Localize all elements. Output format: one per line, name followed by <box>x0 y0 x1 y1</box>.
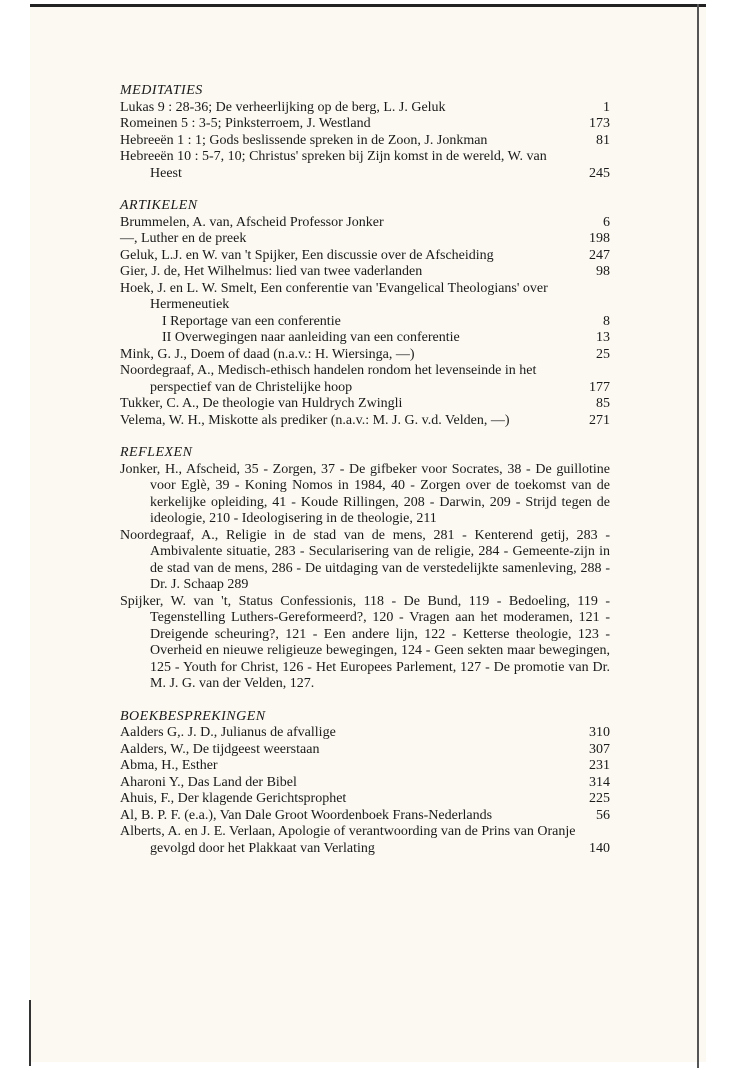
entry-page: 6 <box>603 214 610 230</box>
entry-page: 225 <box>589 791 610 806</box>
section-boekbesprekingen <box>120 709 610 858</box>
entry-text: Geluk, L.J. en W. van 't Spijker, Een discussie over de Afscheiding <box>120 247 494 263</box>
entry-text: Hebreeën 10 : 5-7, 10; Christus' spreken bij Zijn komst in de wereld, W. van Heest <box>120 149 547 181</box>
index-entry <box>120 347 610 364</box>
entry-text: Ahuis, F., Der klagende Gerichtsprophet <box>120 791 347 806</box>
entry-page: 98 <box>596 264 610 279</box>
page-top-edge <box>30 4 706 7</box>
entry-text: —, Luther en de preek <box>120 231 247 246</box>
entry-text: Hoek, J. en L. W. Smelt, Een conferentie van 'Evangelical Theologians' over Hermeneutiek <box>120 280 548 312</box>
entry-page: 8 <box>603 313 610 329</box>
index-entry <box>120 248 610 265</box>
entry-text: Hebreeën 1 : 1; Gods beslissende spreken in de Zoon, J. Jonkman <box>120 132 488 148</box>
entry-page: 13 <box>596 330 610 345</box>
index-subentry <box>120 330 610 347</box>
index-entry <box>120 742 610 759</box>
index-entry <box>120 775 610 792</box>
section-heading: BOEKBESPREKINGEN <box>120 708 266 724</box>
entry-text: Velema, W. H., Miskotte als prediker (n.a.v.: M. J. G. v.d. Velden, —) <box>120 412 510 428</box>
section-heading: MEDITATIES <box>120 83 203 98</box>
entry-text: Brummelen, A. van, Afscheid Professor Jonker <box>120 214 384 230</box>
entry-text: Lukas 9 : 28-36; De verheerlijking op de berg, L. J. Geluk <box>120 99 446 115</box>
entry-page: 56 <box>596 807 610 823</box>
entry-text: Al, B. P. F. (e.a.), Van Dale Groot Woordenboek Frans-Nederlands <box>120 807 493 823</box>
index-content <box>120 83 610 873</box>
page-left-edge <box>29 1000 31 1066</box>
entry-page: 173 <box>589 116 610 131</box>
index-entry <box>120 116 610 133</box>
entry-page: 310 <box>589 725 610 740</box>
section-reflexen <box>120 445 610 693</box>
index-subentry <box>120 314 610 331</box>
section-meditaties <box>120 83 610 182</box>
reflex-entry: Spijker, W. van 't, Status Confessionis, 118 - De Bund, 119 - Bedoeling, 119 - Tegenstelling Luthers-Gereformeerd?, 120 - Vragen aan het moderamen, 121 - Dreigende scheuring?, 121 - Een andere lijn, 122 - Ketterse theologie, 123 - Overheid en nieuwe religieuze bewegingen, 124 - Geen sekten maar bewegingen, 125 - Youth for Christ, 126 - Het Europees Parlement, 127 - De promotie van Dr. M. J. G. van der Velden, 127. <box>120 593 610 691</box>
index-entry <box>120 264 610 281</box>
index-entry <box>120 215 610 232</box>
index-entry <box>120 808 610 825</box>
entry-page: 1 <box>603 99 610 115</box>
entry-page: 140 <box>589 840 610 856</box>
entry-text: I Reportage van een conferentie <box>162 313 341 329</box>
entry-text: Aharoni Y., Das Land der Bibel <box>120 774 297 790</box>
section-artikelen <box>120 198 610 429</box>
entry-text: Gier, J. de, Het Wilhelmus: lied van twee vaderlanden <box>120 264 423 279</box>
index-entry <box>120 413 610 430</box>
index-entry <box>120 281 610 314</box>
reflex-entry: Jonker, H., Afscheid, 35 - Zorgen, 37 - De gifbeker voor Socrates, 38 - De guillotine voor Eglè, 39 - Koning Nomos in 1984, 40 - Zorgen over de toekomst van de kerkelijke opleiding, 41 - Koude Rillingen, 208 - Darwin, 209 - Strijd tegen de ideologie, 210 - Ideologisering in de theologie, 211 <box>120 461 610 526</box>
page-right-edge <box>697 4 699 1068</box>
entry-page: 247 <box>589 247 610 263</box>
entry-text: Aalders, W., De tijdgeest weerstaan <box>120 741 320 757</box>
index-entry <box>120 725 610 742</box>
entry-page: 177 <box>589 379 610 395</box>
entry-text: Alberts, A. en J. E. Verlaan, Apologie of verantwoording van de Prins van Oranje gevolgd door het Plakkaat van Verlating <box>120 824 576 856</box>
index-entry <box>120 758 610 775</box>
entry-page: 25 <box>596 346 610 362</box>
entry-page: 85 <box>596 396 610 411</box>
entry-text: Aalders G,. J. D., Julianus de afvallige <box>120 725 336 740</box>
entry-page: 231 <box>589 758 610 773</box>
entry-page: 271 <box>589 412 610 428</box>
index-entry <box>120 231 610 248</box>
entry-text: Romeinen 5 : 3-5; Pinksterroem, J. Westland <box>120 116 371 131</box>
entry-text: Tukker, C. A., De theologie van Huldrych Zwingli <box>120 396 403 411</box>
index-entry <box>120 133 610 150</box>
index-entry <box>120 824 610 857</box>
entry-text: Mink, G. J., Doem of daad (n.a.v.: H. Wiersinga, —) <box>120 346 415 362</box>
entry-page: 198 <box>589 231 610 246</box>
entry-text: Noordegraaf, A., Medisch-ethisch handelen rondom het levenseinde in het perspectief van de Christelijke hoop <box>120 363 537 395</box>
section-heading: ARTIKELEN <box>120 198 198 213</box>
index-entry <box>120 100 610 117</box>
entry-text: Abma, H., Esther <box>120 758 218 773</box>
section-heading: REFLEXEN <box>120 445 193 460</box>
entry-page: 81 <box>596 132 610 148</box>
entry-page: 245 <box>589 165 610 181</box>
index-entry <box>120 396 610 413</box>
index-entry <box>120 791 610 808</box>
entry-page: 307 <box>589 741 610 757</box>
index-entry <box>120 363 610 396</box>
reflex-entry: Noordegraaf, A., Religie in de stad van de mens, 281 - Kenterend getij, 283 - Ambivalente situatie, 283 - Secularisering van de religie, 284 - Gemeente-zijn in de stad van de mens, 286 - De uitdaging van de verstedelijkte samenleving, 288 - Dr. J. Schaap 289 <box>120 527 610 592</box>
index-entry <box>120 149 610 182</box>
entry-page: 314 <box>589 774 610 790</box>
entry-text: II Overwegingen naar aanleiding van een conferentie <box>162 330 460 345</box>
